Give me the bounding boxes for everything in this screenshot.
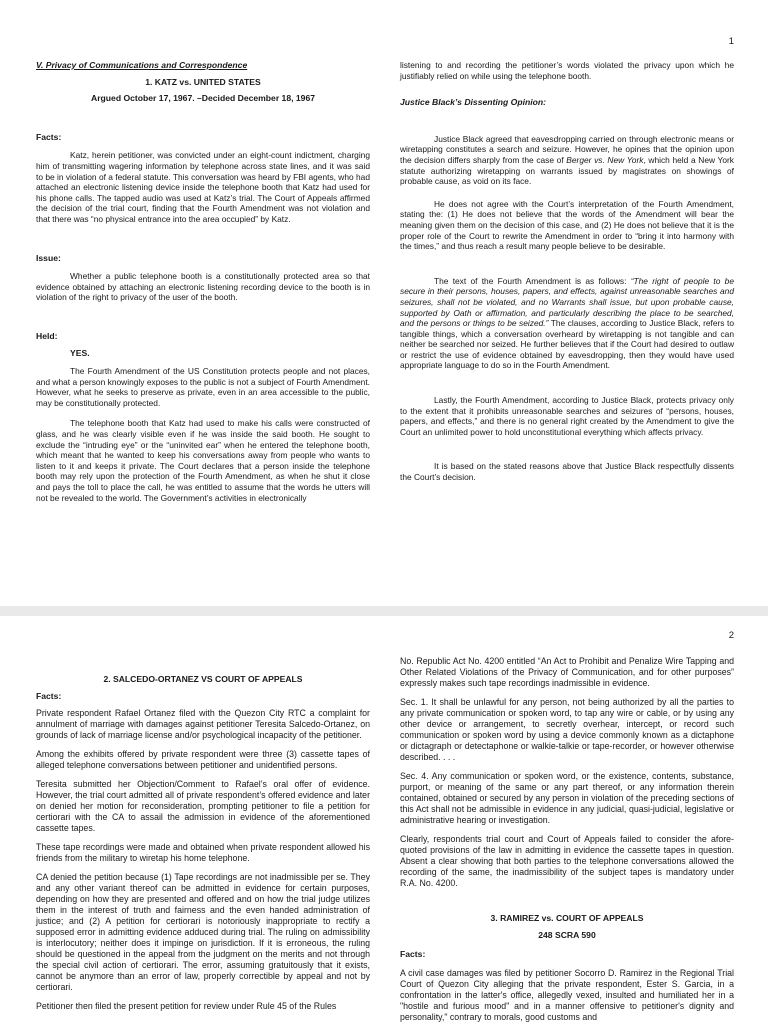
dissent-text: The clauses, according to Justice Black, refers to tangible things, which a conversation overheard by wiretapping is not tangible and can neither be searched nor seized. He further believes that if the Court had desired to outlaw or restrict the use of evidence obtained by eavesdropping, then they would have used appropriate language to do so in the Fourth Amendment. [400,318,734,371]
ruling-paragraph: Clearly, respondents trial court and Court of Appeals failed to consider the afore-quoted provisions of the law in admitting in evidence the cassette tapes in question. Absent a clear showing that both parties to the telephone conversations allowed the recording of the same, the inadmissibility of the subject tapes is mandatory under R.A. No. 4200. [400,834,734,888]
held-heading: Held: [36,330,58,341]
case-citation: Berger vs. New York [566,154,644,165]
statute-section: Sec. 1. It shall be unlawful for any person, not being authorized by all the parties to any private communication or spoken word, to tap any wire or cable, or by using any other device or arrangement, to secretly overhear, intercept, or record such communication or spoken word by using a device commonly known as a dictaphone or dictagraph or detectaphone or walkie-talkie or tape-recorder, or however otherwise described. . . . [400,697,734,762]
case-title: 3. RAMIREZ vs. COURT OF APPEALS [490,913,644,923]
page1-left-column [36,60,370,513]
continuation-paragraph: listening to and recording the petitioner’s words violated the privacy upon which he justifiably relied on while using the telephone booth. [400,60,734,81]
facts-paragraph: Teresita submitted her Objection/Comment to Rafael’s oral offer of evidence. However, the trial court admitted all of private respondent’s offered evidence and later on denied her motion for reconsideration, prompting petitioner to file a petition for certiorari with the CA to assail the admission in evidence of the aforementioned cassette tapes. [36,779,370,833]
case-title: 2. SALCEDO-ORTANEZ VS COURT OF APPEALS [103,674,303,684]
facts-paragraph: These tape recordings were made and obtained when private respondent allowed his friends from the military to wiretap his home telephone. [36,842,370,863]
page2-left-column [36,674,370,1020]
facts-heading: Facts: [400,949,426,959]
dissent-text: The text of the Fourth Amendment is as follows: [434,275,631,286]
facts-paragraph: A civil case damages was filed by petitioner Socorro D. Ramirez in the Regional Trial Court of Quezon City alleging that the private respondent, Ester S. Garcia, in a confrontation in the latter's office, allegedly vexed, insulted and humiliated her in a "hostile and furious mood" and in a manner offensive to petitioner's dignity and personality," contrary to morals, good customs and [400,968,734,1022]
facts-paragraph: Private respondent Rafael Ortanez filed with the Quezon City RTC a complaint for annulment of marriage with damages against petitioner Teresita Salcedo-Ortanez, on grounds of lack of marriage license and/or psychological incapacity of the petitioner. [36,708,370,740]
case-title: 1. KATZ vs. UNITED STATES [145,76,261,87]
page-number: 1 [728,36,734,47]
held-paragraph: The Fourth Amendment of the US Constitution protects people and not places, and what a person knowingly exposes to the public is not a subject of Fourth Amendment. However, what he seeks to preserve as private, even in an area accessible to the public, may be constitutionally protected. [36,366,370,408]
held-answer: YES. [70,347,90,358]
dissent-paragraph: It is based on the stated reasons above that Justice Black respectfully dissents the Court’s decision. [400,461,734,483]
argued-date: Argued October 17, 1967. –Decided December 18, 1967 [90,93,316,104]
dissent-paragraph: He does not agree with the Court’s interpretation of the Fourth Amendment, stating the: (1) He does not believe that the words of the Amendment will bear the meaning given them on the decision of this case, and (2) He does not believe that it is the proper role of the Court to rewrite the Amendment in order to “bring it into harmony with the times,” and thus reach a result many people believe to be desirable. [400,198,734,252]
held-paragraph: The telephone booth that Katz had used to make his calls were constructed of glass, and he was clearly visible even if he was inside the said booth. He sought to exclude the “intruding eye” or the “uninvited ear” when he entered the telephone booth, which meant that he wanted to keep his conversations away from people who wants to listen to it and keeps it private. The Court declares that a person inside the telephone booth may rely upon the protection of the Fourth Amendment, as when he shut it close and pays the toll to place the call, he was entitled to assume that the words he utters will not be revealed to the world. The Government’s activities in electronically [36,418,370,503]
facts-paragraph: CA denied the petition because (1) Tape recordings are not inadmissible per se. They and any other variant thereof can be admitted in evidence for certain purposes, depending on how they are presented and offered and on how the trial judge utilizes them in the interest of truth and fairness and the even handed administration of justice; and (2) A petition for certiorari is notoriously inappropriate to rectify a supposed error in admitting evidence adduced during trial. The ruling on admissibility is interlocutory; neither does it impinge on jurisdiction. If it is erroneous, the ruling should be questioned in the appeal from the judgment on the merits and not through the special civil action of certiorari. The error, assuming gratuitously that it exists, cannot be anymore than an error of law, properly correctible by appeal and not by certiorari. [36,872,370,992]
ruling-paragraph: No. Republic Act No. 4200 entitled “An Act to Prohibit and Penalize Wire Tapping and Other Related Violations of the Privacy of Communication, and for other purposes” expressly makes such tape recordings inadmissible in evidence. [400,656,734,688]
facts-paragraph: Among the exhibits offered by private respondent were three (3) cassette tapes of alleged telephone conversations between petitioner and unidentified persons. [36,749,370,770]
facts-heading: Facts: [36,131,62,142]
section-title: V. Privacy of Communications and Correspondence [36,60,248,70]
issue-paragraph: Whether a public telephone booth is a constitutionally protected area so that evidence obtained by attaching an electronic listening recording device to the booth is in violation of the right to privacy of the user of the booth. [36,271,370,303]
facts-paragraph: Petitioner then filed the present petition for review under Rule 45 of the Rules [36,1001,337,1011]
dissent-text: , which held a New York statute authorizing wiretapping on warrants issued by magistrates on showings of probable cause, as void on its face. [400,154,734,187]
amendment-quote: “The right of people to be secure in their persons, houses, papers, and effects, against unreasonable searches and seizures, shall not be violated, and no Warrants shall issue, but upon probable cause, supported by Oath or affirmation, and particularly describing the place to be searched, and the persons or things to be seized.” [400,275,734,329]
dissent-text: Justice Black agreed that eavesdropping carried on through electronic means or wiretapping constitutes a search and seizure. However, he opines that the opinion upon the decision differs sharply from the case of [400,133,734,165]
dissent-paragraph [400,134,734,187]
issue-heading: Issue: [36,252,61,263]
page-number: 2 [728,630,734,641]
case-citation: 248 SCRA 590 [538,930,596,940]
dissent-heading: Justice Black’s Dissenting Opinion: [400,97,546,108]
facts-paragraph: Katz, herein petitioner, was convicted under an eight-count indictment, charging him of transmitting wagering information by telephone across state lines, and it was said to be in violation of a federal statute. This conversation was heard by FBI agents, who had attached an electronic listening device inside the telephone booth that Katz had used for his phone calls. The tapped audio was used at Katz’s trial. The Court of Appeals affirmed the decision of the trial court, finding that the Fourth Amendment was not violation and that there was “no physical entrance into the area occupied” by Katz. [36,150,370,224]
statute-section: Sec. 4. Any communication or spoken word, or the existence, contents, substance, purport, or meaning of the same or any part thereof, or any information therein contained, obtained or secured by any person in violation of the preceding sections of this Act shall not be admissible in evidence in any judicial, quasi-judicial, legislative or administrative hearing or investigation. [400,771,734,825]
document-page-2 [0,616,768,1024]
page2-right-column [400,656,734,1031]
page1-right-column [400,60,734,493]
facts-heading: Facts: [36,691,62,701]
dissent-paragraph: Lastly, the Fourth Amendment, according to Justice Black, protects privacy only to the extent that it prohibits unreasonable searches and seizures of “persons, houses, papers, and effects,” and there is no general right created by the Amendment to give the Court an unlimited power to hold unconstitutional everything which affects privacy. [400,395,734,437]
dissent-paragraph [400,276,734,371]
